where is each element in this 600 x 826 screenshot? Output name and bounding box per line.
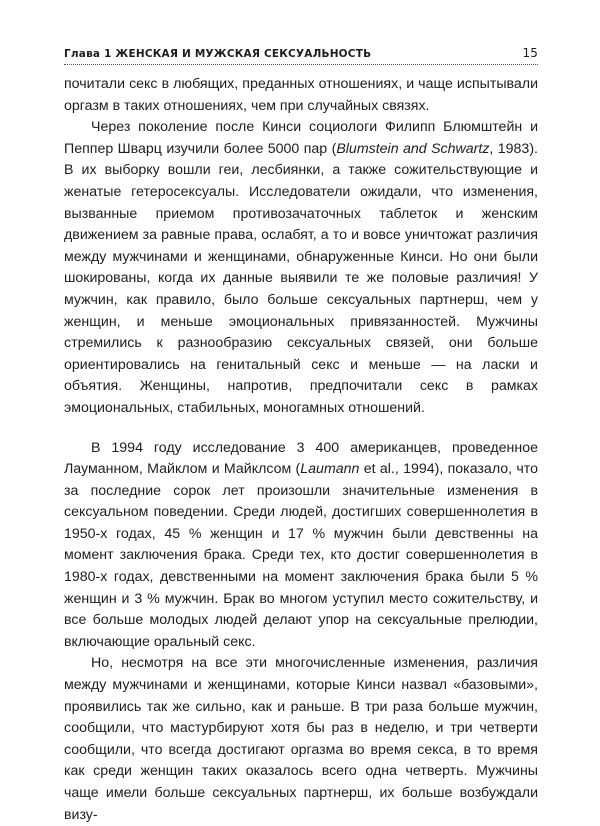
book-page (64, 46, 538, 826)
chapter-title: Глава 1 ЖЕНСКАЯ И МУЖСКАЯ СЕКСУАЛЬНОСТЬ (64, 48, 372, 60)
paragraph-2-text-b: , 1983). В их выборку вошли геи, лесбиянки, а также сожительствующие и женатые гетеросексуалы. Исследователи ожидали, что изменения, вызванные приемом противозачаточных таблеток и женским движением за равные права, ослабят, а то и вовсе уничтожат различия между мужчинами и женщинами, обнаруженные Кинси. Но они были шокированы, когда их данные выявили те же половые различия! У мужчин, как правило, было больше сексуальных партнерш, чем у женщин, и меньше эмоциональных привязанностей. Мужчины стремились к разнообразию сексуальных связей, они больше ориентировались на генитальный секс и меньше — на ласки и объятия. Женщины, напротив, предпочитали секс в рамках эмоциональных, стабильных, моногамных отношений. (64, 140, 538, 416)
running-header (64, 46, 538, 65)
paragraph-3-text-b: et al., 1994), показало, что за последние сорок лет произошли значительные изменения в сексуальном поведении. Среди людей, достигших совершеннолетия в 1950-х годах, 45 % женщин и 17 % мужчин были девственны на момент заключения брака. Среди тех, кто достиг совершеннолетия в 1980-х годах, девственными на момент заключения брака были 5 % женщин и 3 % мужчин. Брак во многом уступил место сожительству, и все больше молодых людей делают упор на сексуальные прелюдии, включающие оральный секс. (64, 461, 539, 650)
paragraph-2 (64, 117, 538, 419)
paragraph-4-text: Но, несмотря на все эти многочисленные изменения, различия между мужчинами и женщинами, которые Кинси назвал «базовыми», проявились так же сильно, как и раньше. В три раза больше мужчин, сообщили, что мастурбируют хотя бы раз в неделю, и три четверти сообщили, что всегда достигают оргазма во время секса, в то время как среди женщин таких оказалось всего одна четверть. Мужчины чаще имели больше сексуальных партнерш, их больше возбуждали визу- (64, 655, 538, 823)
paragraph-3-text-a: В 1994 году исследование 3 400 американцев, проведенное Лауманном, Майклом и Майклсом ( (64, 439, 538, 478)
paragraph-1-text: почитали секс в любящих, преданных отношениях, и чаще испытывали оргазм в таких отношениях, чем при случайных связях. (64, 76, 538, 114)
paragraph-3-citation: Laumann (300, 461, 360, 478)
paragraph-1 (64, 74, 538, 117)
paragraph-2-citation: Blumstein and Schwartz (336, 140, 490, 157)
page-number: 15 (522, 46, 538, 60)
body-text (64, 74, 538, 826)
paragraph-3 (64, 438, 538, 654)
paragraph-4 (64, 653, 538, 826)
paragraph-2-text-a: Через поколение после Кинси социологи Филипп Блюмштейн и Пеппер Шварц изучили более 5000 пар ( (64, 119, 538, 157)
